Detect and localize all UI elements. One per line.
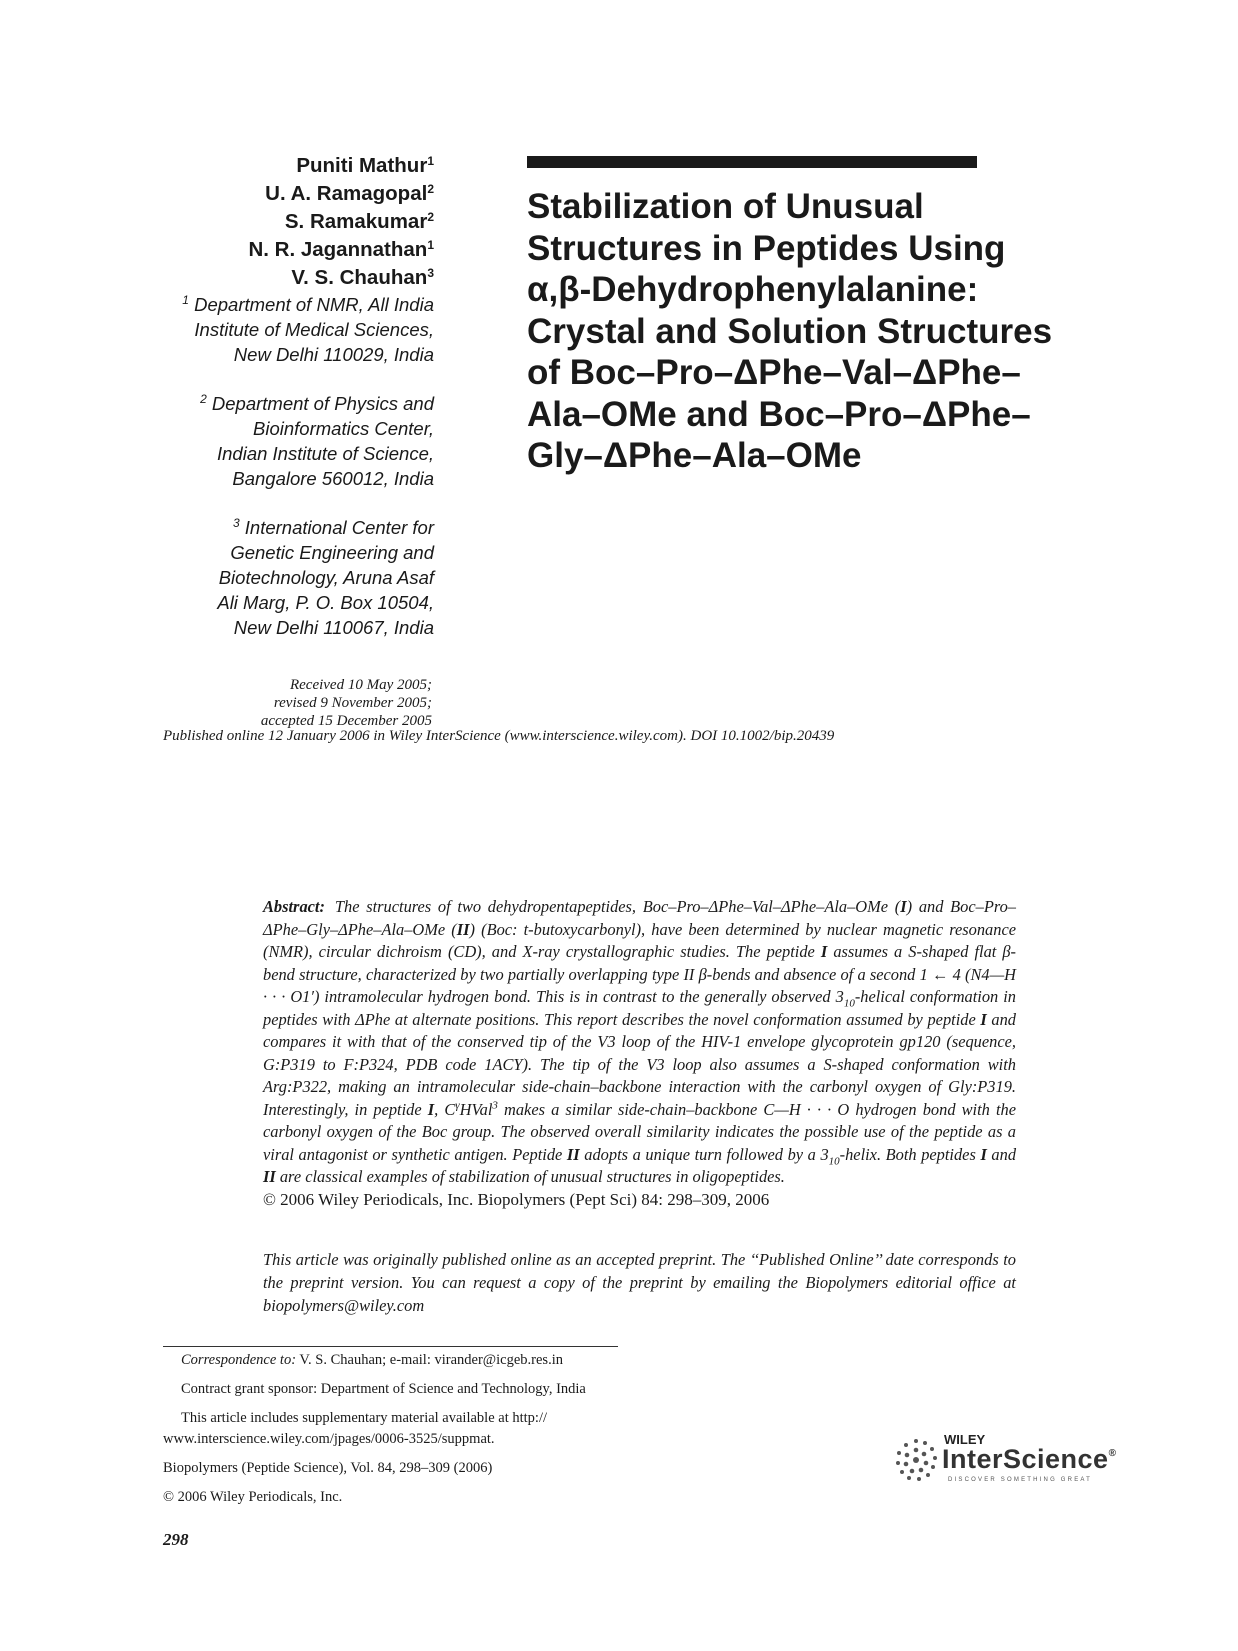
title-line: Gly–ΔPhe–Ala–OMe bbox=[527, 436, 862, 475]
title-rule bbox=[527, 156, 977, 168]
author-name: U. A. Ramagopal$^2$ bbox=[265, 182, 434, 205]
abstract-copyright: © 2006 Wiley Periodicals, Inc. Biopolymers (Pept Sci) 84: 298–309, 2006 bbox=[263, 1189, 770, 1209]
abstract: Abstract: The structures of two dehydropentapeptides, Boc–Pro–ΔPhe–Val–ΔPhe–Ala–OMe (I) and Boc–Pro–ΔPhe–Gly–ΔPhe–Ala–OMe (II) (Boc: t-butoxycarbonyl), have been determined by nuclear magnetic resonance (NMR), circular dichroism (CD), and X-ray crystallographic studies. The peptide I assumes a S-shaped flat β-bend structure, characterized by two partially overlapping type II β-bends and absence of a second 1 ← 4 (N4—H · · · O1′) intramolecular hydrogen bond. This is in contrast to the generally observed $3_{10}$-helical conformation in peptides with ΔPhe at alternate positions. This report describes the novel conformation assumed by peptide I and compares it with that of the conserved tip of the V3 loop of the HIV-1 envelope glycoprotein gp120 (sequence, G:P319 to F:P324, PDB code 1ACY). The tip of the V3 loop also assumes a S-shaped conformation with Arg:P322, making an intramolecular side-chain–backbone interaction with the carbonyl oxygen of Gly:P319. Interestingly, in peptide I, $C^\gamma HVal^3$ makes a similar side-chain–backbone C—H · · · O hydrogen bond with the carbonyl oxygen of the Boc group. The observed overall similarity indicates the possible use of the peptide as a viral antagonist or synthetic antigen. Peptide II adopts a unique turn followed by a $3_{10}$-helix. Both peptides I and II are classical examples of stabilization of unusual structures in oligopeptides. © 2006 Wiley Periodicals, Inc. Biopolymers (Pept Sci) 84: 298–309, 2006 bbox=[263, 896, 1016, 1211]
affiliation: $^3$ International Center for Genetic Engineering and Biotechnology, Aruna Asaf Ali Marg, P. O. Box 10504, New Delhi 110067, India bbox=[217, 516, 434, 638]
wiley-wordmark: WILEY bbox=[944, 1432, 986, 1447]
footnotes bbox=[163, 1350, 618, 1508]
author-name: N. R. Jagannathan$^1$ bbox=[248, 238, 434, 261]
page-number: 298 bbox=[163, 1530, 189, 1549]
author-name: V. S. Chauhan$^3$ bbox=[291, 266, 434, 289]
date-line: Received 10 May 2005; bbox=[289, 677, 432, 693]
date-line: accepted 15 December 2005 bbox=[260, 713, 432, 729]
correspondence-note: Correspondence to: V. S. Chauhan; e-mail: virander@icgeb.res.in bbox=[181, 1352, 563, 1368]
title-line: Structures in Peptides Using bbox=[527, 228, 1006, 268]
preprint-note: This article was originally published online as an accepted preprint. The ‘‘Published Online’’ date corresponds to the preprint version. You can request a copy of the preprint by emailing the Biopolymers editorial office at biopolymers@wiley.com bbox=[263, 1250, 1016, 1315]
title-line: of Boc–Pro–ΔPhe–Val–ΔPhe– bbox=[527, 353, 1021, 392]
footnote-divider bbox=[163, 1346, 618, 1347]
logo-tagline: DISCOVER SOMETHING GREAT bbox=[948, 1477, 1093, 1483]
supplementary-note: This article includes supplementary material available at http:// www.interscience.wiley.com/jpages/0006-3525/suppmat. bbox=[163, 1410, 547, 1447]
affiliation: $^1$ Department of NMR, All India Institute of Medical Sciences, New Delhi 110029, India bbox=[182, 293, 434, 365]
interscience-wordmark: InterScience® bbox=[942, 1444, 1117, 1474]
title-line: Ala–OMe and Boc–Pro–ΔPhe– bbox=[527, 394, 1031, 434]
author-block bbox=[182, 152, 434, 640]
author-name: Puniti Mathur$^1$ bbox=[296, 154, 434, 177]
affiliation: $^2$ Department of Physics and Bioinformatics Center, Indian Institute of Science, Bangalore 560012, India bbox=[200, 392, 434, 489]
title-line: Stabilization of Unusual bbox=[527, 187, 924, 226]
received-dates bbox=[261, 676, 432, 730]
globe-icon bbox=[892, 1436, 940, 1484]
footnote-copyright: © 2006 Wiley Periodicals, Inc. bbox=[163, 1489, 343, 1505]
article-title bbox=[527, 186, 1052, 477]
published-online-line: Published online 12 January 2006 in Wiley InterScience (www.interscience.wiley.com). DOI 10.1002/bip.20439 bbox=[163, 728, 835, 744]
wiley-interscience-logo bbox=[890, 1430, 1120, 1488]
journal-citation: Biopolymers (Peptide Science), Vol. 84, 298–309 (2006) bbox=[163, 1460, 493, 1476]
title-line: α,β-Dehydrophenylalanine: bbox=[527, 270, 979, 309]
author-name: S. Ramakumar$^2$ bbox=[284, 210, 434, 233]
title-line: Crystal and Solution Structures bbox=[527, 311, 1053, 351]
abstract-label: Abstract: bbox=[263, 897, 325, 916]
grant-note: Contract grant sponsor: Department of Science and Technology, India bbox=[181, 1381, 586, 1397]
date-line: revised 9 November 2005; bbox=[273, 695, 432, 711]
